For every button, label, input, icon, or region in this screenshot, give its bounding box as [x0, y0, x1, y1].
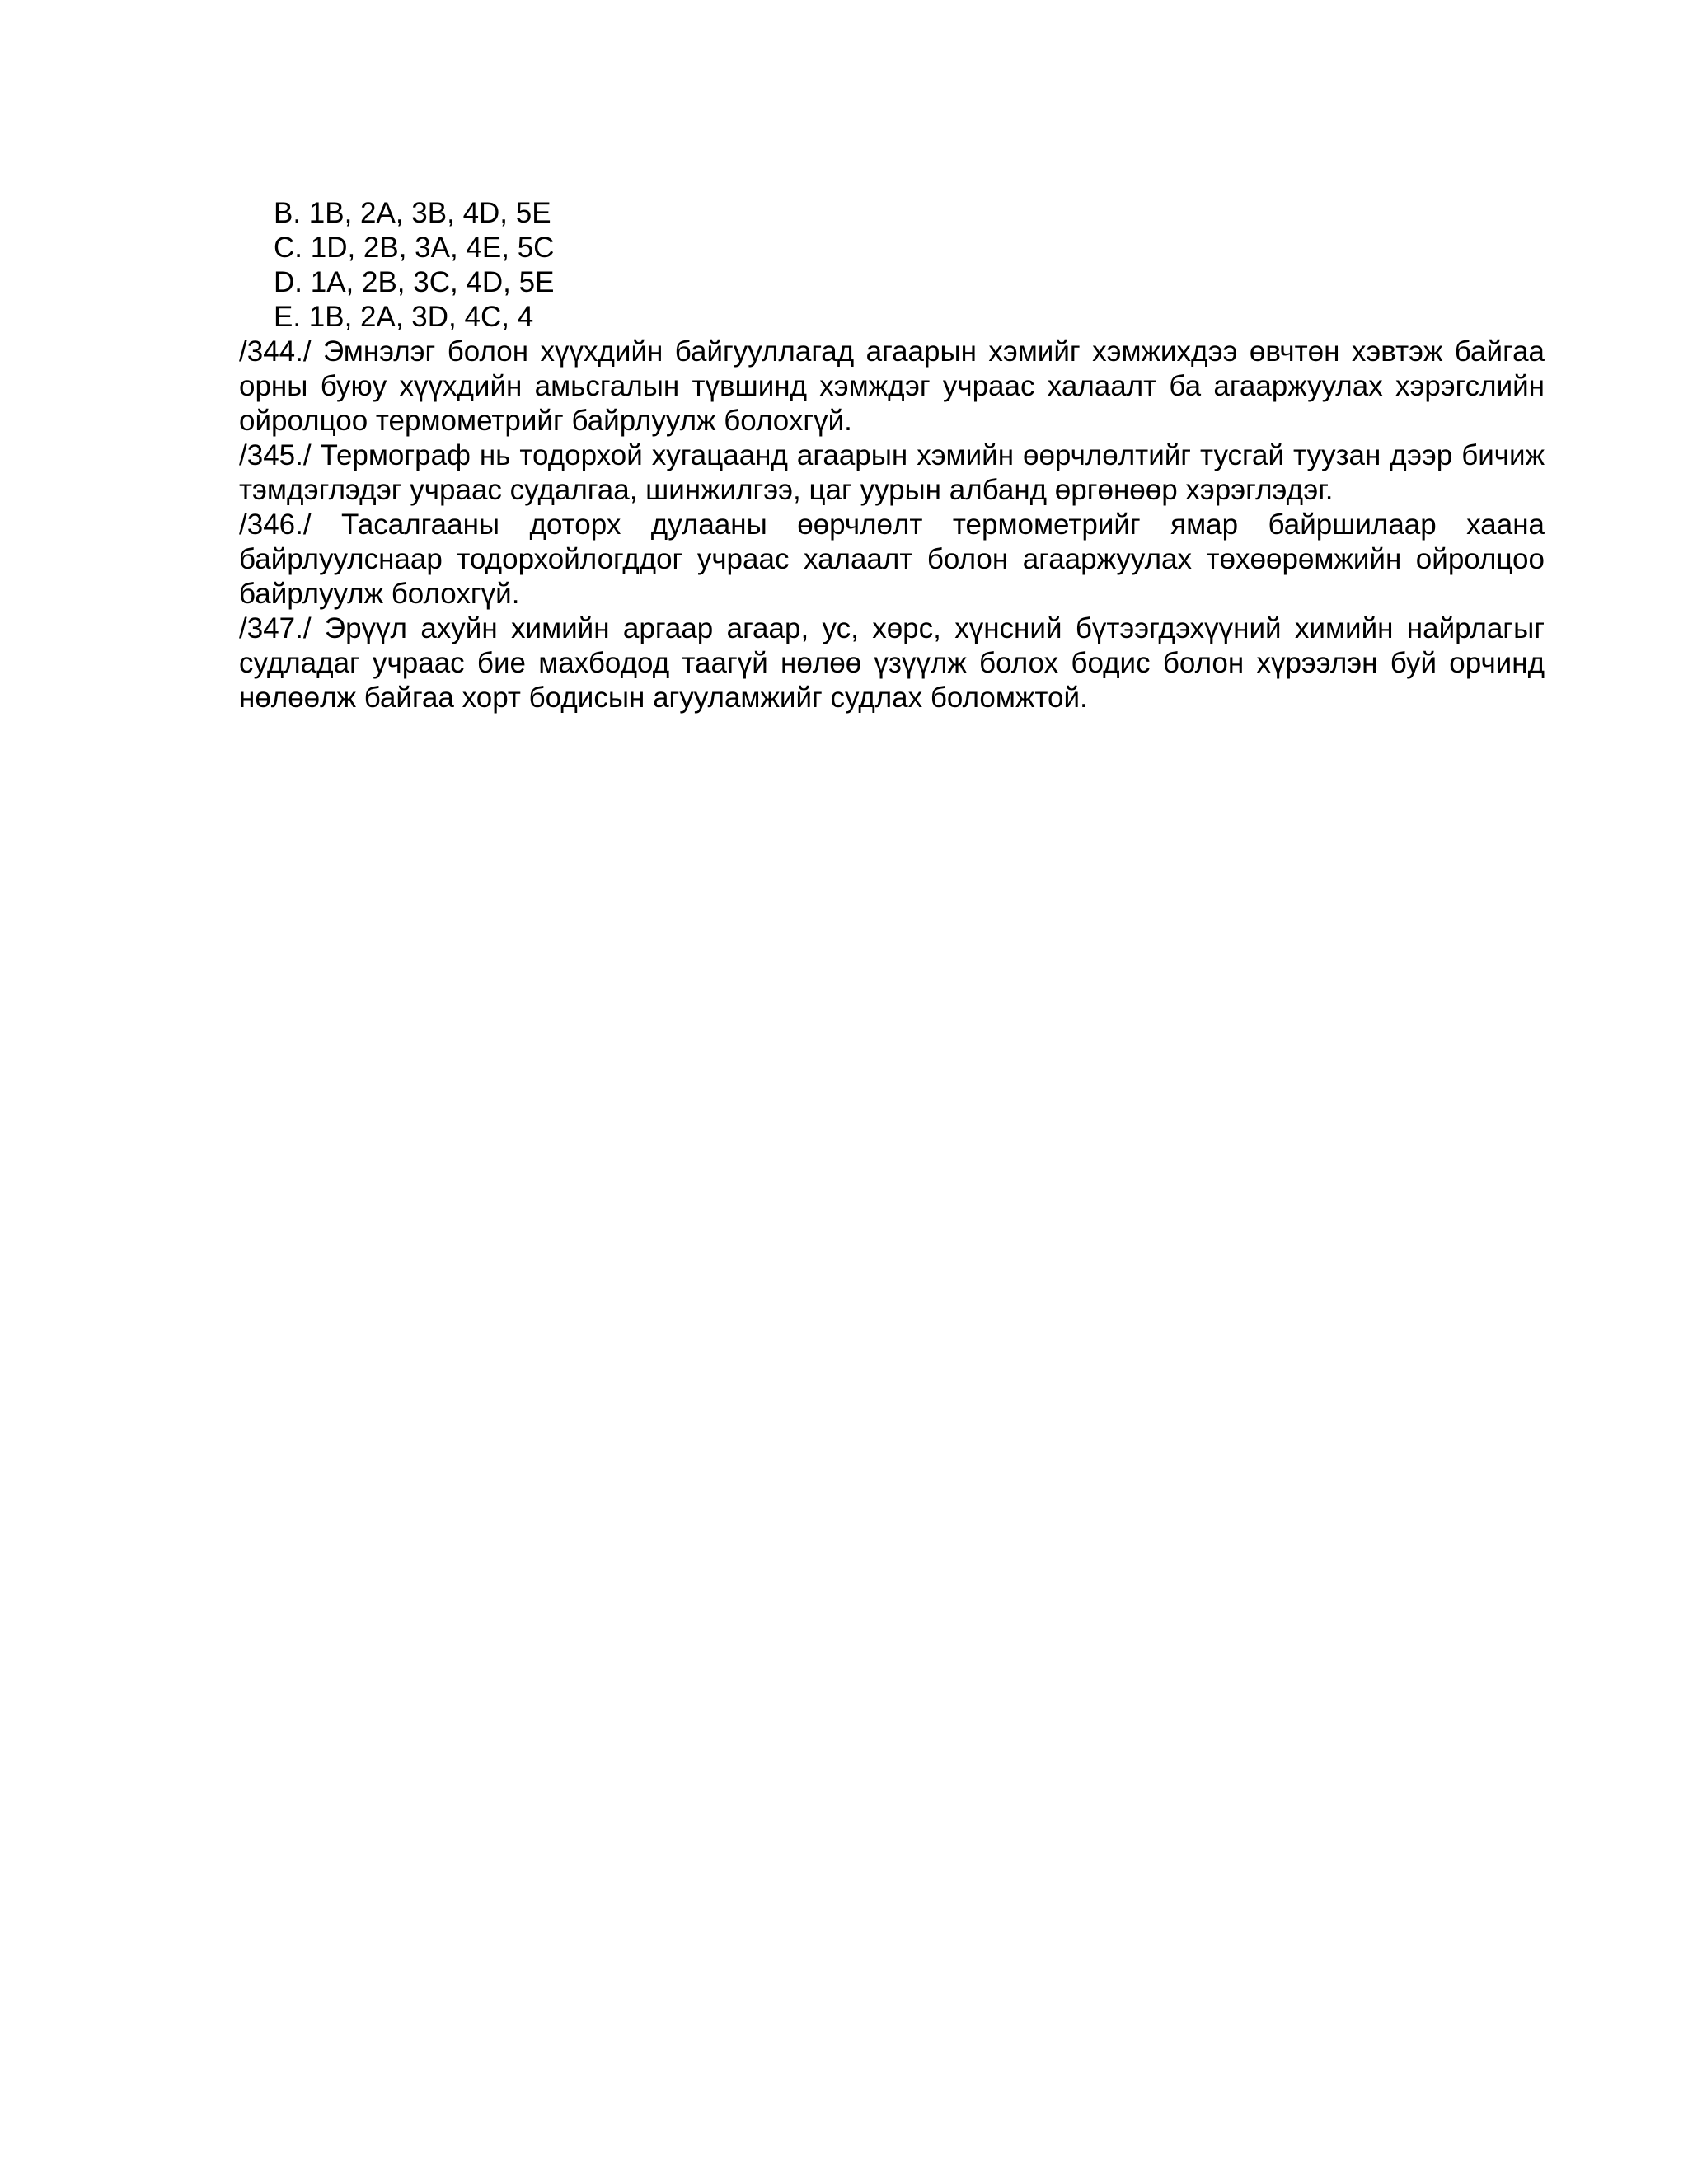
question-347: /347./ Эрүүл ахуйн химийн аргаар агаар, ус, хөрс, хүнсний бүтээгдэхүүний химийн найрлагыг судладаг учраас бие махбодод таагүй нөлөө үзүүлж болох бодис болон хүрээлэн буй орчинд нөлөөлж байгаа хорт бодисын агууламжийг судлах боломжтой. [239, 612, 1545, 714]
document-page [239, 196, 1545, 715]
question-346: /346./ Тасалгааны доторх дулааны өөрчлөлт термометрийг ямар байршилаар хаана байрлуулснаар тодорхойлогддог учраас халаалт болон агааржуулах төхөөрөмжийн ойролцоо байрлуулж болохгүй. [239, 509, 1545, 610]
question-344: /344./ Эмнэлэг болон хүүхдийн байгууллагад агаарын хэмийг хэмжихдээ өвчтөн хэвтэж байгаа орны буюу хүүхдийн амьсгалын түвшинд хэмждэг учраас халаалт ба агааржуулах хэрэгслийн ойролцоо термометрийг байрлуулж болохгүй. [239, 335, 1545, 437]
answer-option-b: B. 1B, 2A, 3B, 4D, 5E [274, 197, 551, 229]
question-345: /345./ Термограф нь тодорхой хугацаанд агаарын хэмийн өөрчлөлтийг тусгай туузан дээр бичиж тэмдэглэдэг учраас судалгаа, шинжилгээ, цаг уурын албанд өргөнөөр хэрэглэдэг. [239, 439, 1545, 506]
answer-option-c: C. 1D, 2B, 3A, 4E, 5C [274, 232, 555, 264]
answer-option-e: E. 1B, 2A, 3D, 4C, 4 [274, 301, 534, 333]
answer-options-list [239, 196, 1545, 335]
answer-option-d: D. 1A, 2B, 3C, 4D, 5E [274, 266, 555, 298]
